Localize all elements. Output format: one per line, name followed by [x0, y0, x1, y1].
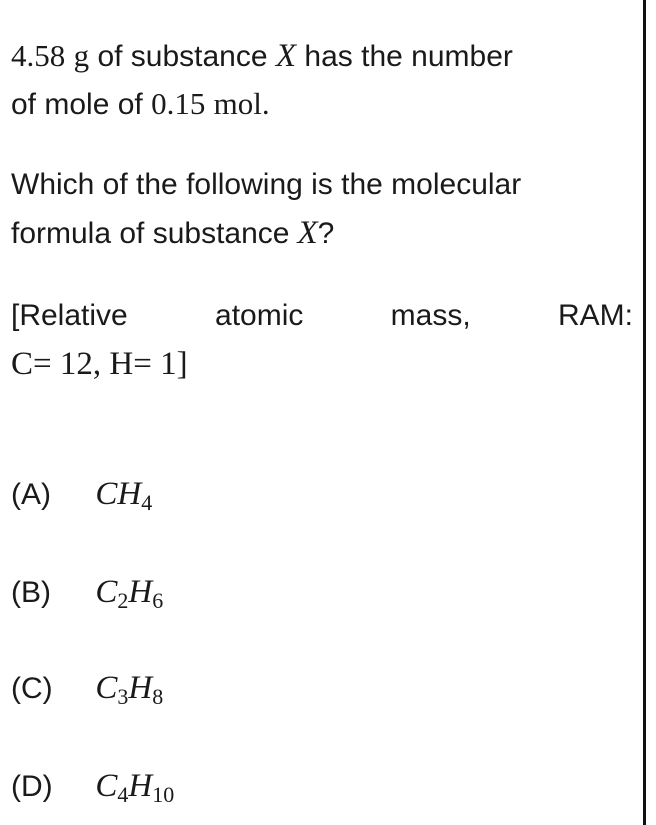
substance-variable: X	[275, 38, 297, 74]
ram-values: C= 12, H= 1]	[11, 346, 188, 382]
mass-unit: g	[73, 38, 90, 73]
option-d[interactable]	[11, 766, 174, 807]
ram-word: [Relative	[11, 299, 128, 332]
option-formula: $C_4H_{10}$	[95, 768, 175, 807]
question-text: has the number	[304, 40, 513, 73]
option-label: (B)	[11, 576, 51, 609]
ram-header	[11, 298, 633, 334]
question-line-1	[11, 38, 513, 75]
ram-word: mass,	[390, 299, 471, 332]
option-formula: $C_2H_6$	[95, 574, 164, 613]
moles-unit: mol.	[213, 86, 270, 121]
option-label: (D)	[11, 770, 53, 803]
option-label: (C)	[11, 672, 53, 705]
question-mark: ?	[317, 217, 335, 250]
question-line-2	[11, 86, 270, 123]
question-line-4	[11, 215, 334, 252]
question-line-3: Which of the following is the molecular	[11, 168, 522, 201]
question-text: of mole of	[11, 88, 143, 121]
option-c[interactable]	[11, 668, 163, 709]
ram-word: RAM:	[557, 299, 633, 332]
question-text: formula of substance	[11, 217, 290, 250]
option-formula: $CH_4$	[95, 476, 153, 515]
option-a[interactable]	[11, 474, 152, 515]
substance-variable: X	[297, 215, 318, 251]
option-label: (A)	[11, 478, 51, 511]
question-text: of substance	[97, 40, 268, 73]
option-formula: $C_3H_8$	[95, 670, 164, 709]
moles-value: 0.15	[151, 86, 206, 121]
option-b[interactable]	[11, 572, 163, 613]
ram-word: atomic	[215, 299, 304, 332]
mass-value: 4.58	[11, 38, 66, 73]
